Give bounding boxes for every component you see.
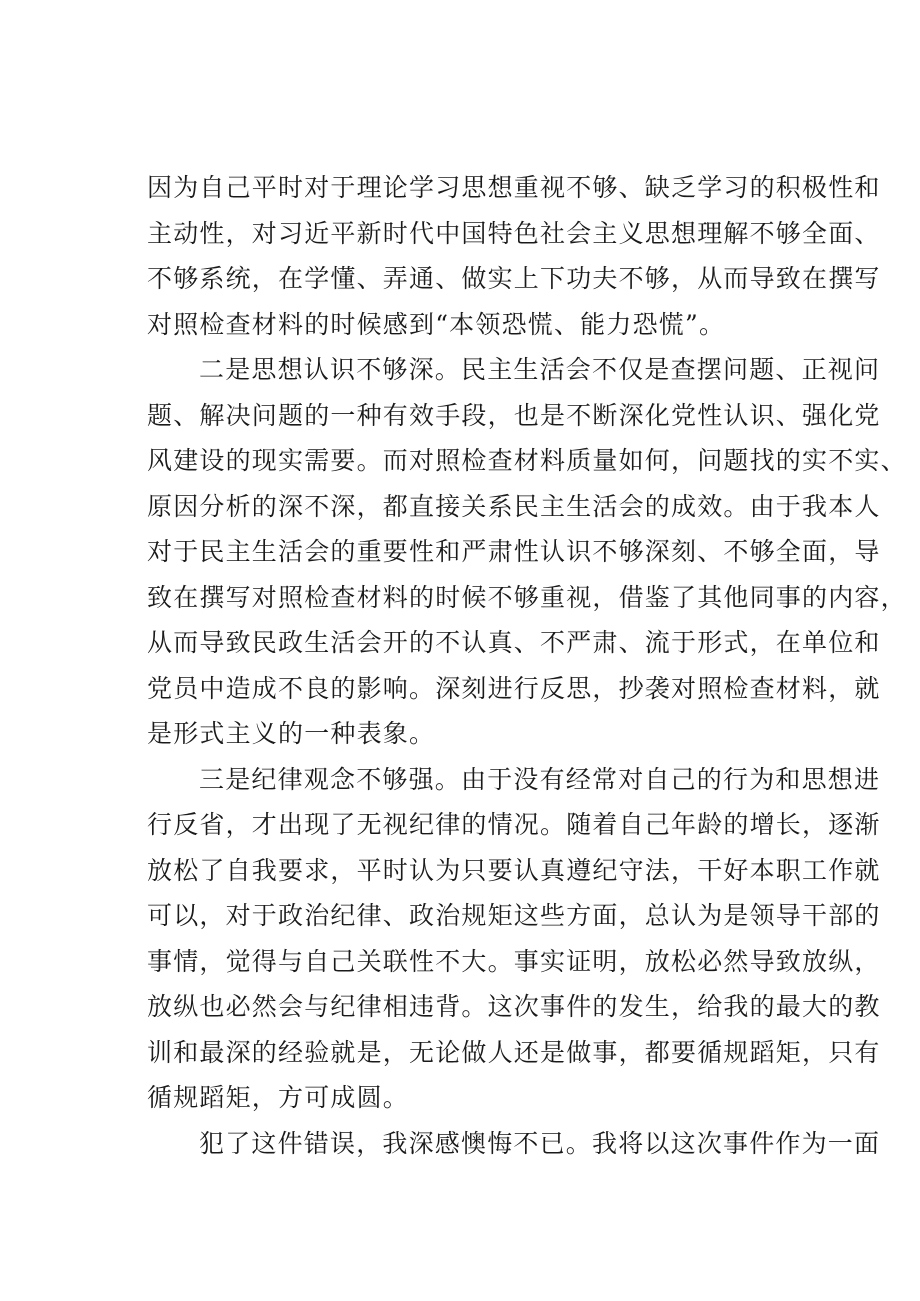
text-line: 循规蹈矩，方可成圆。 xyxy=(147,1083,410,1112)
document-body xyxy=(147,165,907,1166)
text-line: 事情，觉得与自己关联性不大。事实证明，放松必然导致放纵， xyxy=(147,946,881,976)
text-line: 二是思想认识不够深。民主生活会不仅是查摆问题、正视问 xyxy=(199,355,881,384)
text-line: 放纵也必然会与纪律相违背。这次事件的发生，给我的最大的教 xyxy=(147,992,881,1021)
text-line: 对于民主生活会的重要性和严肃性认识不够深刻、不够全面，导 xyxy=(147,537,881,566)
text-line: 三是纪律观念不够强。由于没有经常对自己的行为和思想进 xyxy=(199,764,881,794)
text-line: 题、解决问题的一种有效手段，也是不断深化党性认识、强化党 xyxy=(147,400,881,430)
paragraph-4 xyxy=(147,1121,881,1167)
text-line: 从而导致民政生活会开的不认真、不严肃、流于形式，在单位和 xyxy=(147,628,881,657)
text-line: 训和最深的经验就是，无论做人还是做事，都要循规蹈矩，只有 xyxy=(147,1037,881,1067)
text-line: 对照检查材料的时候感到“本领恐慌、能力恐慌”。 xyxy=(147,309,726,339)
text-line: 致在撰写对照检查材料的时候不够重视，借鉴了其他同事的内容， xyxy=(147,582,907,612)
text-line: 犯了这件错误，我深感懊悔不已。我将以这次事件作为一面 xyxy=(199,1128,881,1158)
text-line: 行反省，才出现了无视纪律的情况。随着自己年龄的增长，逐渐 xyxy=(147,810,881,839)
text-line: 是形式主义的一种表象。 xyxy=(147,719,436,748)
text-line: 党员中造成不良的影响。深刻进行反思，抄袭对照检查材料，就 xyxy=(147,673,881,703)
text-line: 原因分析的深不深，都直接关系民主生活会的成效。由于我本人 xyxy=(147,491,881,521)
text-line: 因为自己平时对于理论学习思想重视不够、缺乏学习的积极性和 xyxy=(147,173,881,202)
text-line: 风建设的现实需要。而对照检查材料质量如何，问题找的实不实、 xyxy=(147,446,907,475)
text-line: 不够系统，在学懂、弄通、做实上下功夫不够，从而导致在撰写 xyxy=(147,264,881,293)
paragraph-3 xyxy=(147,757,881,1121)
text-line: 可以，对于政治纪律、政治规矩这些方面，总认为是领导干部的 xyxy=(147,901,881,930)
text-line: 放松了自我要求，平时认为只要认真遵纪守法，干好本职工作就 xyxy=(147,855,881,885)
paragraph-1 xyxy=(147,165,881,347)
paragraph-2 xyxy=(147,347,907,757)
text-line: 主动性，对习近平新时代中国特色社会主义思想理解不够全面、 xyxy=(147,218,881,248)
